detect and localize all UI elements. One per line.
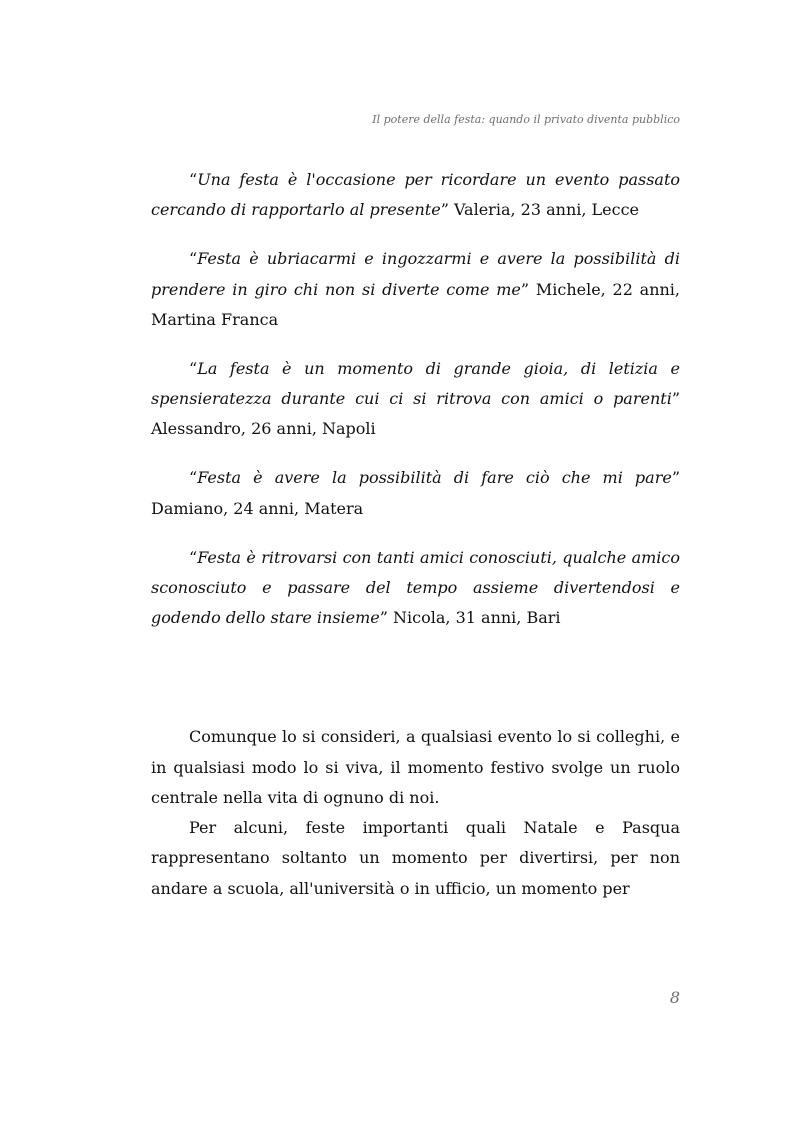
testimonial-valeria bbox=[151, 165, 680, 226]
testimonial-nicola bbox=[151, 543, 680, 634]
body-paragraph: Comunque lo si consideri, a qualsiasi evento lo si colleghi, e in qualsiasi modo lo si viva, il momento festivo svolge un ruolo centrale nella vita di ognuno di noi. bbox=[151, 727, 680, 807]
testimonial-quote: Festa è ritrovarsi con tanti amici conosciuti, qualche amico sconosciuto e passare del tempo assieme divertendosi e godendo dello stare insieme bbox=[151, 547, 680, 628]
testimonial-attribution: Michele, 22 anni, Martina Franca bbox=[151, 279, 681, 329]
testimonial-quote: La festa è un momento di grande gioia, di letizia e spensieratezza durante cui ci si ritrova con amici o parenti bbox=[151, 358, 680, 409]
testimonial-attribution: Damiano, 24 anni, Matera bbox=[151, 498, 364, 518]
open-quote-mark: “ bbox=[189, 249, 198, 269]
close-quote-mark: ” bbox=[379, 608, 388, 628]
testimonial-quote: Una festa è l'occasione per ricordare un evento passato cercando di rapportarlo al presente bbox=[151, 170, 680, 220]
open-quote-mark: “ bbox=[189, 547, 198, 567]
testimonial-attribution: Alessandro, 26 anni, Napoli bbox=[151, 419, 376, 439]
testimonial-quote: Festa è ubriacarmi e ingozzarmi e avere la possibilità di prendere in giro chi non si diverte come me bbox=[151, 249, 680, 299]
testimonial-quote: Festa è avere la possibilità di fare ciò che mi pare bbox=[197, 468, 672, 488]
open-quote-mark: “ bbox=[189, 170, 198, 189]
body-paragraph: Per alcuni, feste importanti quali Natale e Pasqua rappresentano soltanto un momento per divertirsi, per non andare a scuola, all'università o in ufficio, un momento per bbox=[151, 818, 680, 898]
testimonial-attribution: Nicola, 31 anni, Bari bbox=[387, 608, 561, 628]
section-spacer bbox=[151, 652, 680, 722]
testimonial-alessandro bbox=[151, 354, 680, 445]
close-quote-mark: ” bbox=[440, 200, 449, 220]
open-quote-mark: “ bbox=[189, 358, 198, 378]
testimonial-michele bbox=[151, 244, 680, 335]
close-quote-mark: ” bbox=[520, 279, 530, 299]
running-header: Il potere della festa: quando il privato diventa pubblico bbox=[372, 113, 680, 126]
testimonial-attribution: Valeria, 23 anni, Lecce bbox=[448, 200, 640, 220]
close-quote-mark: ” bbox=[671, 389, 680, 409]
page-content bbox=[151, 165, 680, 904]
close-quote-mark: ” bbox=[671, 468, 680, 488]
page-number: 8 bbox=[669, 988, 680, 1007]
open-quote-mark: “ bbox=[189, 468, 198, 488]
testimonial-damiano bbox=[151, 463, 680, 524]
